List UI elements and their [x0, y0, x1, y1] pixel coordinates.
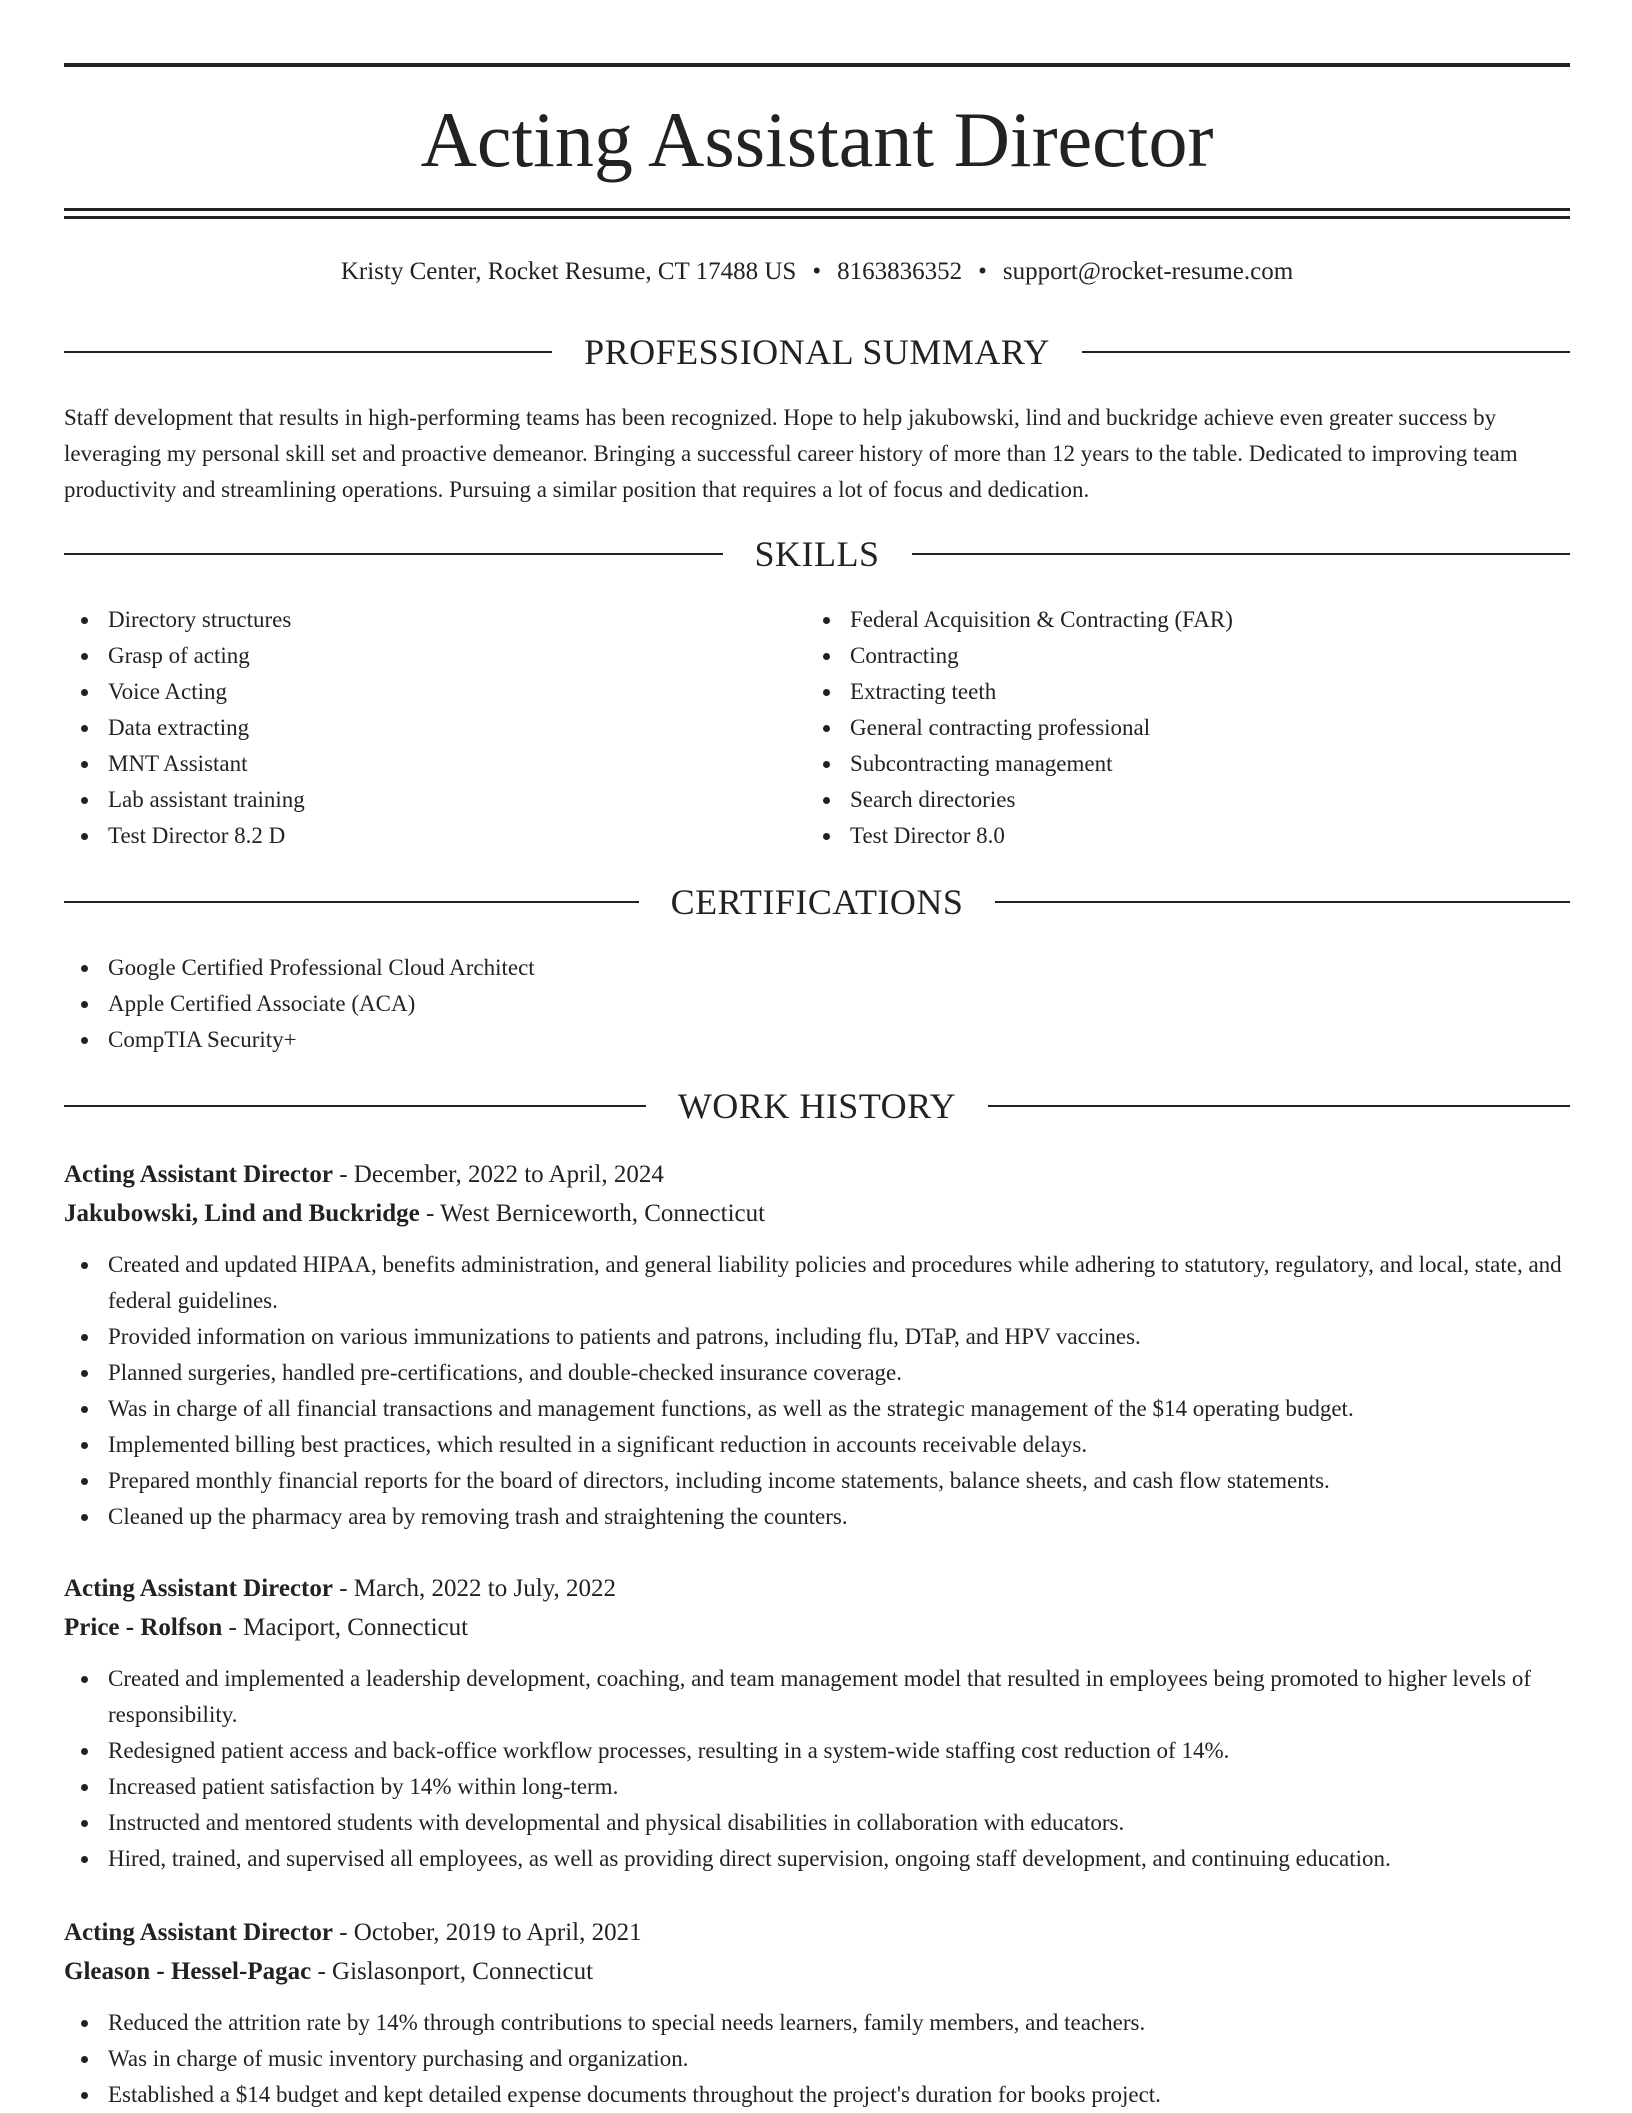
job-title: Acting Assistant Director: [64, 1919, 333, 1946]
job-duties-list: [64, 1661, 1570, 1877]
job-duty-item: Planned surgeries, handled pre-certifications, and double-checked insurance coverage.: [64, 1355, 1570, 1391]
divider-line: [64, 1105, 646, 1107]
skill-item: Grasp of acting: [64, 638, 804, 674]
skill-item: Test Director 8.2 D: [64, 818, 804, 854]
job-duty-item: Reduced the attrition rate by 14% through contributions to special needs learners, family members, and teachers.: [64, 2005, 1570, 2041]
job-duty-item: Provided information on various immunizations to patients and patrons, including flu, DTaP, and HPV vaccines.: [64, 1319, 1570, 1355]
skill-item: Voice Acting: [64, 674, 804, 710]
job-location: - West Berniceworth, Connecticut: [425, 1200, 766, 1227]
job-location: - Maciport, Connecticut: [228, 1614, 469, 1641]
section-header-summary: [64, 330, 1570, 374]
job-duties-list: [64, 2005, 1570, 2113]
job-entry: [64, 1913, 1570, 2113]
divider-line: [64, 553, 723, 555]
contact-separator: •: [812, 258, 822, 285]
job-entry: [64, 1155, 1570, 1535]
job-company-line: [64, 1952, 1570, 1991]
divider-line: [988, 1105, 1570, 1107]
top-rule: [64, 63, 1570, 67]
job-entry: [64, 1569, 1570, 1877]
divider-line: [1082, 351, 1570, 353]
section-title-summary: PROFESSIONAL SUMMARY: [584, 332, 1050, 372]
section-header-work-history: [64, 1084, 1570, 1128]
job-title-line: [64, 1913, 1570, 1952]
skill-item: Extracting teeth: [806, 674, 1566, 710]
job-duty-item: Instructed and mentored students with developmental and physical disabilities in collaboration with educators.: [64, 1805, 1570, 1841]
section-header-certifications: [64, 880, 1570, 924]
skill-item: Federal Acquisition & Contracting (FAR): [806, 602, 1566, 638]
job-title-line: [64, 1155, 1570, 1194]
certification-item: Google Certified Professional Cloud Architect: [64, 950, 1064, 986]
job-duty-item: Prepared monthly financial reports for the board of directors, including income statements, balance sheets, and cash flow statements.: [64, 1463, 1570, 1499]
job-duty-item: Established a $14 budget and kept detailed expense documents throughout the project's duration for books project.: [64, 2077, 1570, 2113]
contact-separator: •: [978, 258, 987, 285]
resume-title: Acting Assistant Director: [420, 96, 1214, 183]
divider-line: [912, 553, 1571, 555]
contact-email: support@rocket-resume.com: [1002, 258, 1294, 285]
job-title-line: [64, 1569, 1570, 1608]
job-duty-item: Cleaned up the pharmacy area by removing trash and straightening the counters.: [64, 1499, 1570, 1535]
skill-item: Contracting: [806, 638, 1566, 674]
skill-item: Search directories: [806, 782, 1566, 818]
skills-list-left: [64, 602, 804, 854]
job-title: Acting Assistant Director: [64, 1575, 333, 1602]
divider-line: [995, 901, 1570, 903]
job-company-line: [64, 1194, 1570, 1233]
section-title-work-history: WORK HISTORY: [677, 1086, 957, 1126]
job-duty-item: Increased patient satisfaction by 14% within long-term.: [64, 1769, 1570, 1805]
job-duty-item: Created and implemented a leadership development, coaching, and team management model that resulted in employees being promoted to higher levels of responsibility.: [64, 1661, 1570, 1733]
job-duty-item: Implemented billing best practices, which resulted in a significant reduction in accounts receivable delays.: [64, 1427, 1570, 1463]
divider-line: [64, 351, 552, 353]
job-duty-item: Created and updated HIPAA, benefits administration, and general liability policies and procedures while adhering to statutory, regulatory, and local, state, and federal guidelines.: [64, 1247, 1570, 1319]
job-duty-item: Was in charge of all financial transactions and management functions, as well as the strategic management of the $14 operating budget.: [64, 1391, 1570, 1427]
section-title-skills: SKILLS: [754, 534, 880, 574]
certification-item: CompTIA Security+: [64, 1022, 1064, 1058]
summary-text: Staff development that results in high-performing teams has been recognized. Hope to help jakubowski, lind and buckridge achieve even greater success by leveraging my personal skill set and proactive demeanor. Bringing a successful career history of more than 12 years to the table. Dedicated to improving team productivity and streamlining operations. Pursuing a similar position that requires a lot of focus and dedication.: [64, 405, 1518, 502]
skills-list-right: [806, 602, 1566, 854]
job-company: Gleason - Hessel-Pagac: [64, 1958, 312, 1985]
job-company: Jakubowski, Lind and Buckridge: [64, 1200, 420, 1227]
job-company: Price - Rolfson: [64, 1614, 223, 1641]
job-dates: - October, 2019 to April, 2021: [339, 1919, 642, 1946]
job-location: - Gislasonport, Connecticut: [317, 1958, 594, 1985]
contact-line: [64, 254, 1570, 290]
job-dates: - March, 2022 to July, 2022: [339, 1575, 617, 1602]
job-duty-item: Hired, trained, and supervised all employees, as well as providing direct supervision, ongoing staff development, and continuing education.: [64, 1841, 1570, 1877]
certification-item: Apple Certified Associate (ACA): [64, 986, 1064, 1022]
job-title: Acting Assistant Director: [64, 1161, 333, 1188]
section-title-certifications: CERTIFICATIONS: [670, 882, 964, 922]
skill-item: General contracting professional: [806, 710, 1566, 746]
divider-line: [64, 901, 639, 903]
job-duties-list: [64, 1247, 1570, 1535]
contact-address: Kristy Center, Rocket Resume, CT 17488 US: [340, 258, 797, 285]
skill-item: MNT Assistant: [64, 746, 804, 782]
certifications-list: [64, 950, 1064, 1058]
job-duty-item: Was in charge of music inventory purchasing and organization.: [64, 2041, 1570, 2077]
skill-item: Subcontracting management: [806, 746, 1566, 782]
job-duty-item: Redesigned patient access and back-office workflow processes, resulting in a system-wide staffing cost reduction of 14%.: [64, 1733, 1570, 1769]
title-double-rule: [64, 208, 1570, 219]
contact-phone: 8163836352: [837, 258, 963, 285]
skill-item: Test Director 8.0: [806, 818, 1566, 854]
skill-item: Directory structures: [64, 602, 804, 638]
job-dates: - December, 2022 to April, 2024: [339, 1161, 664, 1188]
skill-item: Lab assistant training: [64, 782, 804, 818]
section-header-skills: [64, 532, 1570, 576]
job-company-line: [64, 1608, 1570, 1647]
skill-item: Data extracting: [64, 710, 804, 746]
